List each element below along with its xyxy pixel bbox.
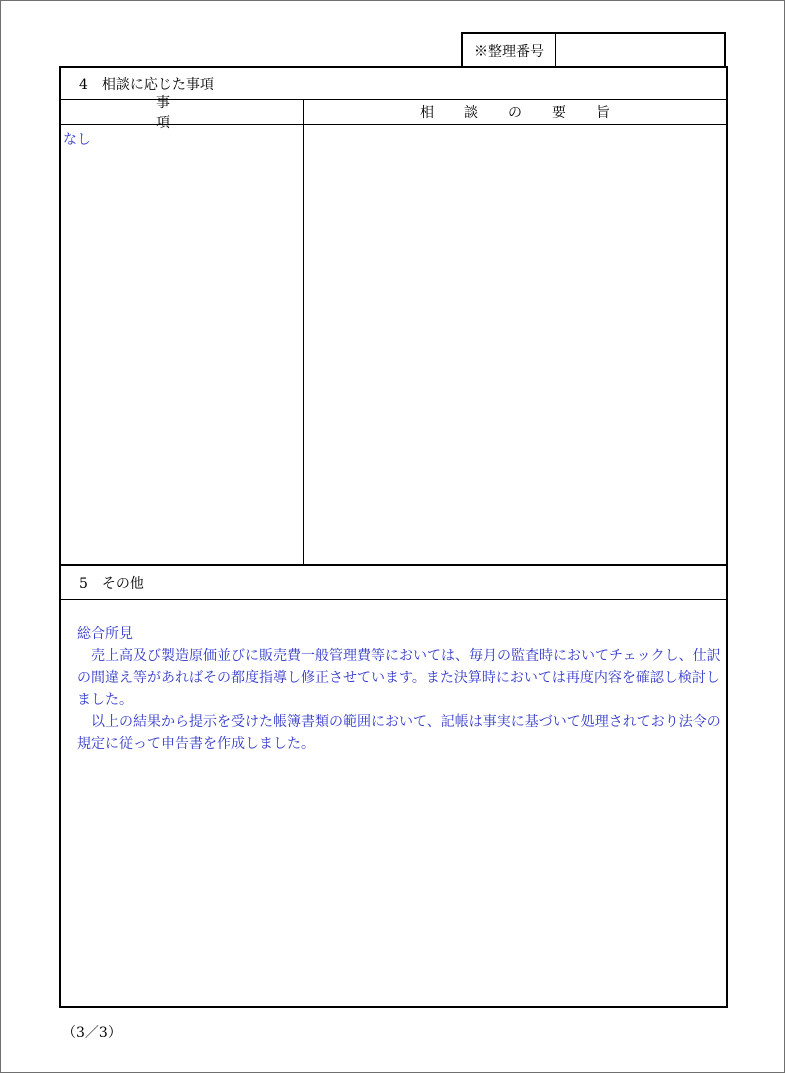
page-number: （3／3） xyxy=(62,1025,122,1041)
column-header-matter: 事項 xyxy=(61,100,304,124)
column-header-summary: 相談の要旨 xyxy=(420,105,640,121)
section4-matter-cell[interactable]: なし xyxy=(61,125,304,564)
reference-number-box xyxy=(461,32,726,67)
reference-number-field[interactable] xyxy=(556,34,724,67)
section4-body xyxy=(61,125,726,566)
findings-paragraph-2: 以上の結果から提示を受けた帳簿書類の範囲において、記帳は事実に基づいて処理されており法令の規定に従って申告書を作成しました。 xyxy=(77,714,721,752)
form-table xyxy=(59,66,728,1008)
section5-body[interactable] xyxy=(61,600,726,1006)
section4-title: 4 相談に応じた事項 xyxy=(61,68,726,100)
overall-findings-heading: 総合所見 xyxy=(77,626,133,642)
section4-summary-cell[interactable] xyxy=(304,125,726,564)
section5-title: 5 その他 xyxy=(61,566,726,600)
reference-number-label: ※整理番号 xyxy=(463,34,556,67)
findings-paragraph-1: 売上高及び製造原価並びに販売費一般管理費等においては、毎月の監査時においてチェックし、仕訳の間違え等があればその都度指導し修正させています。また決算時においては再度内容を確認し検討しました。 xyxy=(77,648,721,708)
section4-column-headers xyxy=(61,95,726,131)
